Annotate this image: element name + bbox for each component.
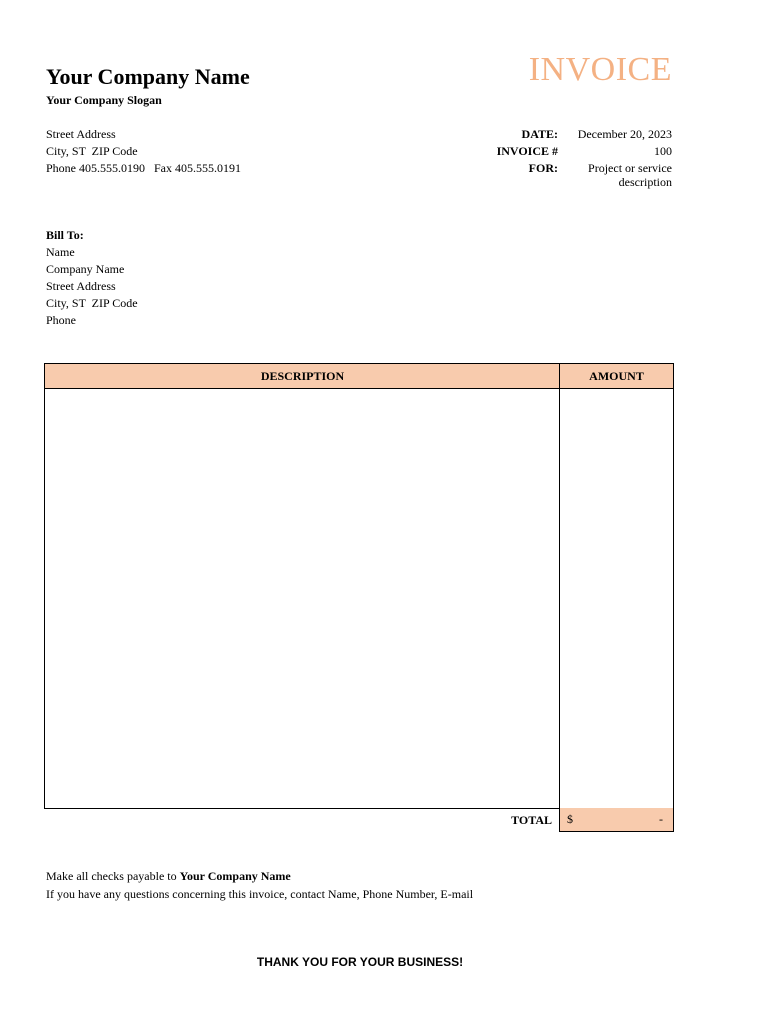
checks-payable-company: Your Company Name xyxy=(179,869,291,883)
table-header-row xyxy=(45,364,673,389)
company-address xyxy=(46,126,241,177)
bill-to-city-line: City, ST ZIP Code xyxy=(46,296,138,310)
invoice-title: INVOICE xyxy=(528,51,672,88)
company-street: Street Address xyxy=(46,127,116,141)
column-divider xyxy=(559,364,560,808)
amount-header: AMOUNT xyxy=(589,369,644,383)
company-phone-fax: Phone 405.555.0190 Fax 405.555.0191 xyxy=(46,161,241,175)
company-name: Your Company Name xyxy=(46,64,250,89)
bill-to-company: Company Name xyxy=(46,262,125,276)
invoice-number-value: 100 xyxy=(654,144,672,158)
invoice-meta xyxy=(458,126,672,189)
thank-you-message: THANK YOU FOR YOUR BUSINESS! xyxy=(256,955,464,969)
company-slogan: Your Company Slogan xyxy=(46,93,162,107)
for-label: FOR: xyxy=(528,161,558,175)
invoice-for-row xyxy=(458,160,672,189)
total-amount-cell xyxy=(559,808,674,832)
for-value-line2: description xyxy=(618,175,672,189)
bill-to-block xyxy=(46,227,138,329)
bill-to-phone: Phone xyxy=(46,313,76,327)
invoice-date-row xyxy=(458,126,672,143)
total-label: TOTAL xyxy=(511,813,552,827)
checks-payable-line xyxy=(46,867,473,885)
for-value-line1: Project or service xyxy=(588,161,672,175)
bill-to-label: Bill To: xyxy=(46,228,84,242)
checks-payable-prefix: Make all checks payable to xyxy=(46,869,180,883)
company-city-line: City, ST ZIP Code xyxy=(46,144,138,158)
date-value: December 20, 2023 xyxy=(577,127,672,141)
bill-to-street: Street Address xyxy=(46,279,116,293)
date-label: DATE: xyxy=(521,127,558,141)
description-header: DESCRIPTION xyxy=(260,369,345,383)
table-body xyxy=(45,389,673,808)
for-value xyxy=(558,160,672,189)
payment-notes xyxy=(46,867,473,903)
invoice-number-row xyxy=(458,143,672,160)
line-items-table xyxy=(44,363,674,809)
invoice-number-label: INVOICE # xyxy=(496,144,558,158)
total-value: - xyxy=(659,812,663,826)
questions-line: If you have any questions concerning this invoice, contact Name, Phone Number, E-mail xyxy=(46,887,474,901)
total-currency: $ xyxy=(567,812,573,826)
bill-to-name: Name xyxy=(46,245,75,259)
